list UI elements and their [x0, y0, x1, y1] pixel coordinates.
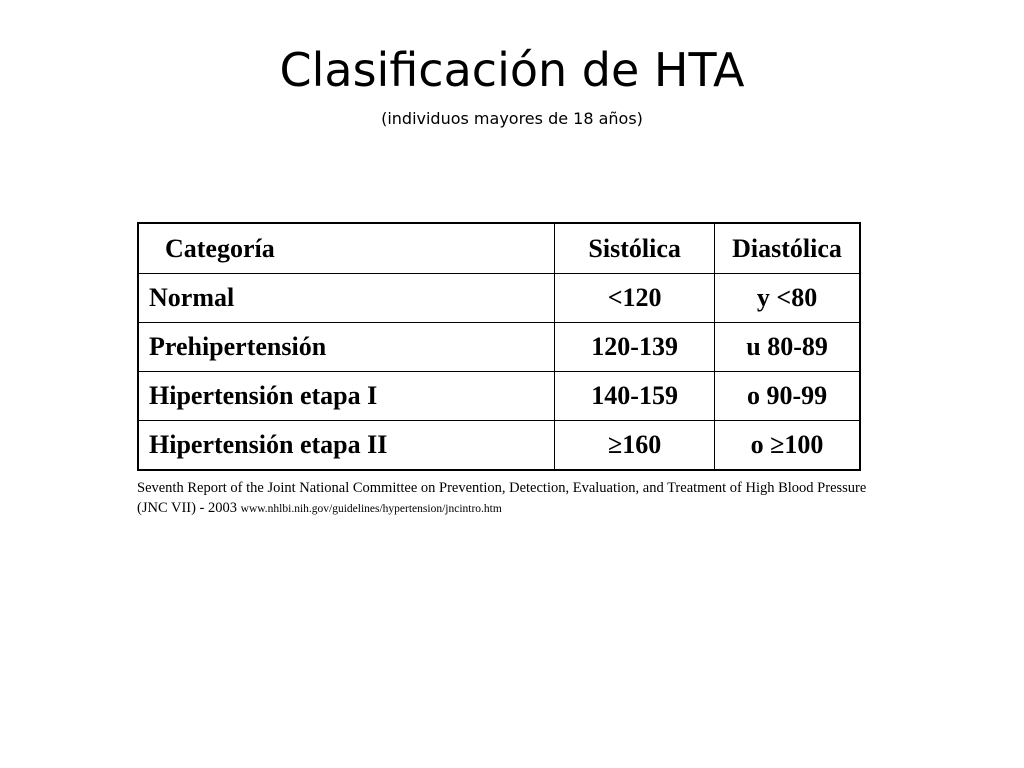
header-systolic: Sistólica	[555, 223, 715, 274]
row-category: Hipertensión etapa II	[138, 421, 555, 471]
classification-table	[137, 222, 861, 471]
table-row	[138, 274, 860, 323]
table-row	[138, 421, 860, 471]
row-systolic: ≥160	[555, 421, 715, 471]
table-row	[138, 372, 860, 421]
row-diastolic: u 80-89	[715, 323, 860, 372]
footnote-url: www.nhlbi.nih.gov/guidelines/hypertension/jncintro.htm	[240, 503, 502, 515]
row-diastolic: o ≥100	[715, 421, 860, 471]
row-diastolic: y <80	[715, 274, 860, 323]
header-diastolic: Diastólica	[715, 223, 860, 274]
header-category: Categoría	[138, 223, 555, 274]
slide-title: Clasificación de HTA	[279, 43, 745, 97]
row-systolic: 120-139	[555, 323, 715, 372]
row-systolic: <120	[555, 274, 715, 323]
source-footnote	[137, 478, 877, 519]
table-header-row	[138, 223, 860, 274]
row-category: Hipertensión etapa I	[138, 372, 555, 421]
slide-subtitle: (individuos mayores de 18 años)	[381, 109, 643, 128]
table-row	[138, 323, 860, 372]
row-diastolic: o 90-99	[715, 372, 860, 421]
row-systolic: 140-159	[555, 372, 715, 421]
row-category: Normal	[138, 274, 555, 323]
footnote-citation: Seventh Report of the Joint National Committee on Prevention, Detection, Evaluation, and Treatment of High Blood Pressure (JNC VII) - 2003	[137, 480, 867, 516]
row-category: Prehipertensión	[138, 323, 555, 372]
